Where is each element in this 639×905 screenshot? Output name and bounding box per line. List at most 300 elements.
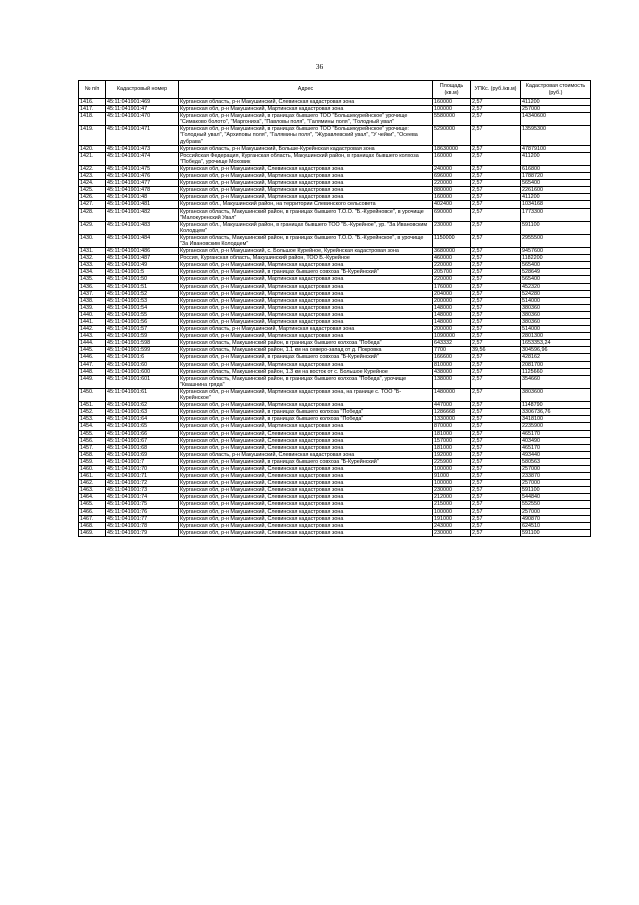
table-row [79,201,591,208]
cell-upks: 2,57 [471,375,521,388]
cell-address: Курганская обл, р-н Макушинский, Мартинская кадастровая зона [179,333,433,340]
cell-area: 176000 [433,283,471,290]
cell-num: 1422. [79,165,106,172]
table-row [79,354,591,361]
cell-upks: 2,57 [471,494,521,501]
cell-area: 205700 [433,269,471,276]
cell-address: Курганская обл, р-н Макушинский, Слевинская кадастровая зона [179,165,433,172]
cell-upks: 2,57 [471,368,521,375]
cell-address: Курганская обл, р-н Макушинский, Мартинская кадастровая зона [179,423,433,430]
cell-num: 1463. [79,487,106,494]
table-row [79,458,591,465]
cell-cadastral-cost: 514000 [521,297,591,304]
table-row [79,465,591,472]
cell-cadastral-cost: 403490 [521,437,591,444]
cell-cadastral-number: 45:11:041901:598 [106,340,179,347]
table-row [79,165,591,172]
cell-cadastral-number: 45:11:041901:59 [106,333,179,340]
table-row [79,444,591,451]
cell-num: 1450. [79,388,106,401]
cell-cadastral-number: 45:11:041901:79 [106,529,179,536]
cell-cadastral-cost: 233870 [521,473,591,480]
cell-address: Курганская обл, р-н Макушинский, Мартинская кадастровая зона [179,311,433,318]
cell-upks: 2,57 [471,465,521,472]
table-row [79,221,591,234]
cell-cadastral-number: 45:11:041901:57 [106,326,179,333]
cell-upks: 2,57 [471,248,521,255]
cell-area: 138000 [433,375,471,388]
cell-upks: 2,57 [471,458,521,465]
cell-area: 240000 [433,165,471,172]
cell-address: Курганская обл, р-н Макушинский, в границах бывшего ТОО "Большекурейнское" урочище: "Голодный увал", "Архиповы поля", "Галямины поля", "Журавлевский увал", "У чейки", "Осеева дубрава" [179,126,433,145]
cell-num: 1430. [79,234,106,247]
cell-upks: 2,57 [471,416,521,423]
cell-cadastral-number: 45:11:041901:74 [106,494,179,501]
cell-cadastral-cost: 1788720 [521,173,591,180]
cell-num: 1433. [79,262,106,269]
table-row [79,430,591,437]
cell-area: 447000 [433,402,471,409]
cell-num: 1449. [79,375,106,388]
cell-cadastral-number: 45:11:041901:473 [106,145,179,152]
cell-area: 243000 [433,522,471,529]
table-row [79,501,591,508]
cell-cadastral-cost: 565400 [521,262,591,269]
table-row [79,494,591,501]
cell-area: 192000 [433,451,471,458]
cell-upks: 2,57 [471,173,521,180]
cell-cadastral-cost: 591100 [521,221,591,234]
cell-cadastral-cost: 591100 [521,487,591,494]
cell-cadastral-cost: 13595300 [521,126,591,145]
cell-address: Курганская обл, р-н Макушинский, Мартинская кадастровая зона [179,290,433,297]
cell-cadastral-cost: 411200 [521,152,591,165]
cell-address: Курганская область, Макушинский район, в границах бывшего Т.О.О. "Б.-Курейновсе", в урочище "Малокуренский Увал" [179,208,433,221]
cell-num: 1432. [79,255,106,262]
cell-upks: 2,57 [471,297,521,304]
cell-upks: 2,57 [471,126,521,145]
cell-area: 148000 [433,319,471,326]
table-row [79,319,591,326]
cell-num: 1462. [79,480,106,487]
table-row [79,187,591,194]
cell-address: Курганская обл, р-н Макушинский, Слевинская кадастровая зона [179,529,433,536]
cell-upks: 2,57 [471,444,521,451]
table-row [79,290,591,297]
cell-area: 1480000 [433,388,471,401]
table-row [79,409,591,416]
cell-num: 1468. [79,522,106,529]
cell-cadastral-number: 45:11:041901:48 [106,194,179,201]
table-row [79,113,591,126]
table-row [79,340,591,347]
cell-num: 1427. [79,201,106,208]
cell-address: Курганская обл, р-н Макушинский, Мартинская кадастровая зона, на границе с. ТОО "Б-Курейнское" [179,388,433,401]
cell-cadastral-cost: 2261600 [521,187,591,194]
cell-area: 100000 [433,465,471,472]
cell-upks: 2,57 [471,99,521,106]
cell-area: 166600 [433,354,471,361]
cell-area: 1330000 [433,416,471,423]
cell-upks: 2,57 [471,529,521,536]
cell-area: 1286668 [433,409,471,416]
cell-address: Курганская область, р-н Макушинский, Слевинская кадастровая зона [179,99,433,106]
cell-upks: 2,57 [471,194,521,201]
cell-num: 1444. [79,340,106,347]
cell-address: Курганская область, р-н Макушинский, Мартинская кадастровая зона [179,326,433,333]
cell-cadastral-cost: 3306736,76 [521,409,591,416]
cell-cadastral-number: 45:11:041901:68 [106,444,179,451]
cell-cadastral-number: 45:11:041901:55 [106,311,179,318]
cell-cadastral-cost: 514000 [521,326,591,333]
cell-area: 225900 [433,458,471,465]
cell-num: 1443. [79,333,106,340]
cell-cadastral-number: 45:11:041901:483 [106,221,179,234]
cell-area: 460000 [433,255,471,262]
table-body [79,99,591,537]
cell-num: 1428. [79,208,106,221]
cell-cadastral-number: 45:11:041901:51 [106,283,179,290]
cell-cadastral-number: 45:11:041901:61 [106,388,179,401]
table-row [79,311,591,318]
cell-address: Курганская обл, р-н Макушинский, с. Большое Курейное, Курейнская кадастровая зона [179,248,433,255]
header-area: Площадь (кв.м) [433,81,471,99]
cell-num: 1421. [79,152,106,165]
cell-cadastral-cost: 1125660 [521,368,591,375]
cell-cadastral-cost: 1148790 [521,402,591,409]
table-row [79,145,591,152]
page-number: 36 [315,62,324,71]
cell-cadastral-number: 45:11:041901:65 [106,423,179,430]
cell-area: 160000 [433,152,471,165]
cell-address: Курганская обл, р-н Макушинский, Слевинская кадастровая зона [179,501,433,508]
cell-area: 212000 [433,494,471,501]
cell-cadastral-cost: 1034168 [521,201,591,208]
cell-num: 1416. [79,99,106,106]
cell-num: 1446. [79,354,106,361]
cell-cadastral-cost: 257000 [521,480,591,487]
cell-address: Курганская обл, р-н Макушинский, Мартинская кадастровая зона [179,173,433,180]
header-num: № п/п [79,81,106,99]
cell-address: Курганская обл, р-н Макушинский, Мартинская кадастровая зона [179,194,433,201]
cell-cadastral-cost: 257000 [521,465,591,472]
cell-upks: 2,57 [471,508,521,515]
table-row [79,208,591,221]
cell-area: 230000 [433,487,471,494]
cell-area: 230000 [433,529,471,536]
cell-cadastral-cost: 47879100 [521,145,591,152]
cell-area: 200000 [433,297,471,304]
table-row [79,180,591,187]
cell-address: Курганская область, Макушинский район, в границах бывшего колхоза "Победа" [179,340,433,347]
table-row [79,283,591,290]
cell-address: Курганская обл, р-н Макушинский, в границах бывшего совхоза "Б-Курейнский" [179,458,433,465]
table-row [79,529,591,536]
cell-cadastral-cost: 3418100 [521,416,591,423]
cell-address: Курганская обл, р-н Макушинский, Слевинская кадастровая зона [179,522,433,529]
cell-cadastral-number: 45:11:041901:77 [106,515,179,522]
cell-area: 200000 [433,326,471,333]
cell-num: 1445. [79,347,106,354]
table-row [79,375,591,388]
cell-address: Курганская обл, р-н Макушинский, Мартинская кадастровая зона [179,297,433,304]
cell-cadastral-number: 45:11:041901:71 [106,473,179,480]
cell-address: Курганская область, р-н Макушинский, Больше-Курейнская кадастровая зона [179,145,433,152]
header-cadastral-number: Кадастровый номер [106,81,179,99]
cell-num: 1459. [79,458,106,465]
cell-upks: 2,57 [471,473,521,480]
cell-num: 1434. [79,269,106,276]
cell-num: 1455. [79,430,106,437]
cell-upks: 2,57 [471,187,521,194]
cell-area: 191000 [433,515,471,522]
cell-cadastral-number: 45:11:041901:475 [106,165,179,172]
cell-upks: 2,57 [471,402,521,409]
table-row [79,173,591,180]
table-row [79,333,591,340]
cell-upks: 2,57 [471,311,521,318]
cell-area: 5580000 [433,113,471,126]
cell-upks: 2,57 [471,430,521,437]
cell-upks: 2,57 [471,269,521,276]
cell-cadastral-number: 45:11:041901:56 [106,319,179,326]
cell-cadastral-number: 45:11:041901:53 [106,297,179,304]
table-row [79,416,591,423]
cell-cadastral-number: 45:11:041901:7 [106,458,179,465]
cell-num: 1436. [79,283,106,290]
cell-upks: 2,57 [471,208,521,221]
cell-area: 1090000 [433,333,471,340]
table-row [79,304,591,311]
cell-area: 230000 [433,221,471,234]
cell-upks: 39,56 [471,347,521,354]
cell-num: 1448. [79,368,106,375]
cell-area: 3680000 [433,248,471,255]
table-row [79,106,591,113]
table-row [79,262,591,269]
cell-upks: 2,57 [471,423,521,430]
cell-cadastral-number: 45:11:041901:63 [106,409,179,416]
cell-cadastral-number: 45:11:041901:482 [106,208,179,221]
cell-num: 1466. [79,508,106,515]
cell-area: 402400 [433,201,471,208]
cell-num: 1465. [79,501,106,508]
cell-area: 5290000 [433,126,471,145]
table-row [79,194,591,201]
cell-num: 1419. [79,126,106,145]
cell-area: 91000 [433,473,471,480]
cell-cadastral-cost: 257000 [521,508,591,515]
table-row [79,522,591,529]
cell-address: Курганская обл., Макушинский район, в границах бывшего ТОО "Б.-Курейное", ур. "За Ивановским Колодцем" [179,221,433,234]
cell-cadastral-cost: 565400 [521,276,591,283]
cell-cadastral-number: 45:11:041901:78 [106,522,179,529]
cell-upks: 2,57 [471,165,521,172]
cell-cadastral-cost: 257000 [521,106,591,113]
cell-address: Курганская обл, р-н Макушинский, Слевинская кадастровая зона [179,480,433,487]
table-row [79,487,591,494]
cell-area: 810000 [433,361,471,368]
cell-address: Курганская область, Макушинский район, 1.1 км на северо-запад от д. Покровка [179,347,433,354]
table-row [79,347,591,354]
cell-upks: 2,57 [471,201,521,208]
cell-upks: 2,57 [471,255,521,262]
cell-upks: 2,57 [471,437,521,444]
cell-area: 880000 [433,187,471,194]
cell-cadastral-cost: 380360 [521,319,591,326]
table-row [79,451,591,458]
cell-num: 1458. [79,451,106,458]
cell-num: 1426. [79,194,106,201]
cell-num: 1441. [79,319,106,326]
cell-address: Курганская обл, р-н Макушинский, Слевинская кадастровая зона [179,473,433,480]
cell-cadastral-cost: 380360 [521,304,591,311]
cell-upks: 2,57 [471,283,521,290]
cell-cadastral-cost: 452320 [521,283,591,290]
cell-area: 7700 [433,347,471,354]
cell-cadastral-number: 45:11:041901:484 [106,234,179,247]
cell-num: 1464. [79,494,106,501]
cell-num: 1420. [79,145,106,152]
cell-cadastral-number: 45:11:041901:69 [106,451,179,458]
cell-upks: 2,57 [471,361,521,368]
cell-num: 1440. [79,311,106,318]
cell-address: Российская Федерация, Курганская область, Макушинский район, в границах бывшего колхоза "Победа", урочище Моховик [179,152,433,165]
cell-upks: 2,57 [471,451,521,458]
cell-address: Курганская обл, р-н Макушинский, в границах бывшего совхоза "Б-Курейнский" [179,354,433,361]
cell-num: 1461. [79,473,106,480]
cell-cadastral-number: 45:11:041901:477 [106,180,179,187]
cell-cadastral-cost: 2081700 [521,361,591,368]
cell-cadastral-number: 45:11:041901:52 [106,290,179,297]
cell-cadastral-cost: 411200 [521,99,591,106]
cell-area: 181000 [433,444,471,451]
table-row [79,276,591,283]
cell-address: Курганская обл, р-н Макушинский, Мартинская кадастровая зона [179,319,433,326]
cell-num: 1429. [79,221,106,234]
cell-address: Курганская обл, р-н Макушинский, Слевинская кадастровая зона [179,515,433,522]
cell-num: 1467. [79,515,106,522]
cell-num: 1437. [79,290,106,297]
cell-cadastral-cost: 490870 [521,515,591,522]
cell-upks: 2,57 [471,262,521,269]
cell-cadastral-number: 45:11:041901:47 [106,106,179,113]
cell-address: Курганская обл, р-н Макушинский, Мартинская кадастровая зона [179,304,433,311]
cell-cadastral-number: 45:11:041901:76 [106,508,179,515]
cell-cadastral-number: 45:11:041901:487 [106,255,179,262]
cell-cadastral-cost: 544840 [521,494,591,501]
cell-upks: 2,57 [471,333,521,340]
cell-area: 220000 [433,262,471,269]
cell-num: 1417. [79,106,106,113]
cell-num: 1456. [79,437,106,444]
cell-num: 1438. [79,297,106,304]
cell-num: 1453. [79,416,106,423]
cell-num: 1451. [79,402,106,409]
cell-cadastral-number: 45:11:041901:50 [106,276,179,283]
table-header-row [79,81,591,99]
cell-upks: 2,57 [471,501,521,508]
cell-upks: 2,57 [471,515,521,522]
cell-area: 160000 [433,194,471,201]
cell-cadastral-cost: 3803600 [521,388,591,401]
cell-address: Курганская обл, р-н Макушинский, в границах бывшего колхоза "Победа" [179,416,433,423]
header-cadastral-cost: Кадастровая стоимость (руб.) [521,81,591,99]
cell-address: Курганская обл, р-н Макушинский, Мартинская кадастровая зона [179,361,433,368]
cell-cadastral-number: 45:11:041901:67 [106,437,179,444]
cell-address: Курганская обл, р-н Макушинский, Слевинская кадастровая зона [179,494,433,501]
cell-address: Курганская обл, р-н Макушинский, Мартинская кадастровая зона [179,276,433,283]
cell-area: 438000 [433,368,471,375]
cell-num: 1457. [79,444,106,451]
table-row [79,326,591,333]
cell-upks: 2,57 [471,106,521,113]
cell-address: Курганская область, р-н Макушинский, Слевинская кадастровая зона [179,451,433,458]
cell-area: 157000 [433,437,471,444]
cell-num: 1435. [79,276,106,283]
table-row [79,368,591,375]
cell-upks: 2,57 [471,152,521,165]
cell-area: 148000 [433,304,471,311]
cell-cadastral-cost: 465170 [521,444,591,451]
table-row [79,388,591,401]
cell-num: 1454. [79,423,106,430]
cell-num: 1469. [79,529,106,536]
cell-address: Курганская область, Макушинский район, 1.3 км на восток от с. Большое Курейное [179,368,433,375]
cell-address: Курганская обл, р-н Макушинский, Мартинская кадастровая зона [179,283,433,290]
header-upks: УПКс. (руб./кв.м) [471,81,521,99]
cell-num: 1460. [79,465,106,472]
cell-cadastral-cost: 9457600 [521,248,591,255]
cell-cadastral-number: 45:11:041901:60 [106,361,179,368]
cell-cadastral-number: 45:11:041901:75 [106,501,179,508]
cell-area: 1150000 [433,234,471,247]
cell-area: 148000 [433,311,471,318]
cell-cadastral-number: 45:11:041901:66 [106,430,179,437]
cell-num: 1423. [79,173,106,180]
cell-cadastral-cost: 493440 [521,451,591,458]
cell-cadastral-cost: 591100 [521,529,591,536]
cell-num: 1439. [79,304,106,311]
cell-num: 1442. [79,326,106,333]
cell-area: 215000 [433,501,471,508]
table-row [79,99,591,106]
cell-upks: 2,57 [471,234,521,247]
cell-cadastral-cost: 1653353,24 [521,340,591,347]
cell-upks: 2,57 [471,354,521,361]
cell-area: 220000 [433,180,471,187]
cell-num: 1447. [79,361,106,368]
cell-cadastral-number: 45:11:041901:54 [106,304,179,311]
cell-address: Курганская область, Макушинский район, в границах бывшего Т.О.О. "Б.-Курейнское", в урочище "За Ивановским Колодцем" [179,234,433,247]
table-row [79,473,591,480]
cell-cadastral-number: 45:11:041901:476 [106,173,179,180]
table-row [79,361,591,368]
cell-area: 18630000 [433,145,471,152]
cell-cadastral-cost: 565400 [521,180,591,187]
cell-upks: 2,57 [471,326,521,333]
cell-cadastral-number: 45:11:041901:481 [106,201,179,208]
cell-address: Россия, Курганская область, Макушинский район, ТОО Б.-Курейное [179,255,433,262]
cell-upks: 2,57 [471,304,521,311]
cell-cadastral-number: 45:11:041901:600 [106,368,179,375]
cell-cadastral-cost: 411200 [521,194,591,201]
cell-upks: 2,57 [471,276,521,283]
table-row [79,126,591,145]
cell-cadastral-cost: 528649 [521,269,591,276]
cell-address: Курганская обл, р-н Макушинский, Мартинская кадастровая зона [179,187,433,194]
cell-cadastral-cost: 2801300 [521,333,591,340]
